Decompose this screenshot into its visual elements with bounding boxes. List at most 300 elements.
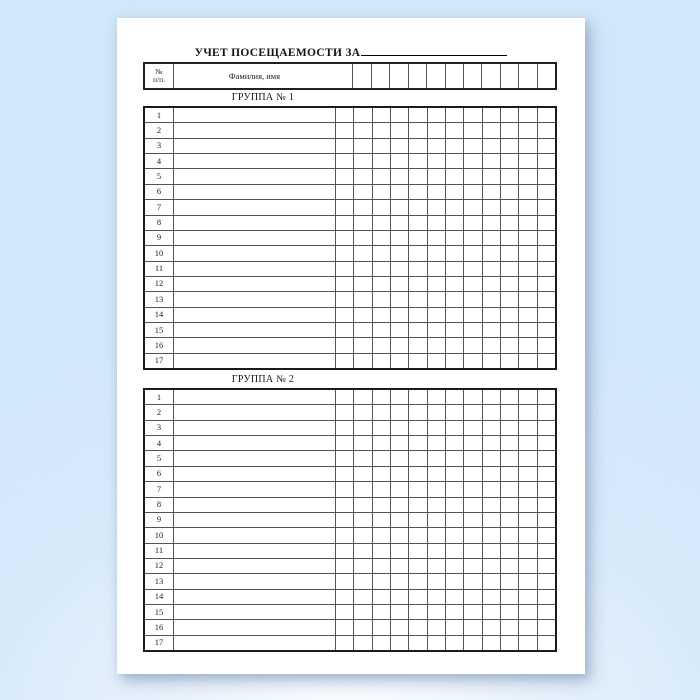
attendance-cell (463, 574, 481, 588)
attendance-cell (353, 169, 371, 183)
attendance-cell (335, 216, 353, 230)
attendance-cell (463, 216, 481, 230)
attendance-cell (335, 498, 353, 512)
attendance-cell (408, 354, 426, 368)
attendance-cell (427, 154, 445, 168)
attendance-cell (537, 323, 555, 337)
attendance-cell (353, 421, 371, 435)
attendance-cell (482, 590, 500, 604)
attendance-cell (372, 262, 390, 276)
attendance-cell (537, 123, 555, 137)
attendance-cell (500, 262, 518, 276)
attendance-cell (518, 451, 536, 465)
name-cell (173, 590, 335, 604)
attendance-cell (463, 123, 481, 137)
attendance-cell (335, 620, 353, 634)
attendance-cell (335, 544, 353, 558)
row-number-cell: 6 (156, 186, 162, 197)
attendance-cell (335, 354, 353, 368)
attendance-cell (427, 323, 445, 337)
attendance-cell (372, 574, 390, 588)
attendance-cell (482, 292, 500, 306)
attendance-cell (390, 590, 408, 604)
attendance-cell (353, 185, 371, 199)
attendance-cell (482, 451, 500, 465)
attendance-cell (390, 405, 408, 419)
attendance-cell (408, 277, 426, 291)
name-cell (173, 323, 335, 337)
attendance-cell (518, 200, 536, 214)
attendance-cell (482, 354, 500, 368)
table-row (145, 420, 555, 435)
attendance-cell (335, 185, 353, 199)
name-cell (173, 636, 335, 650)
attendance-cell (372, 405, 390, 419)
attendance-cell (463, 436, 481, 450)
title-blank-underline (361, 45, 507, 56)
attendance-cell (390, 544, 408, 558)
attendance-cell (500, 216, 518, 230)
attendance-cell (390, 338, 408, 352)
attendance-cell (537, 262, 555, 276)
attendance-cell (335, 108, 353, 122)
group-1-table (143, 106, 557, 370)
attendance-cell (445, 636, 463, 650)
row-number-cell: 13 (154, 575, 164, 586)
attendance-cell (518, 308, 536, 322)
table-row (145, 337, 555, 352)
row-number-cell: 13 (154, 293, 164, 304)
attendance-cell (353, 405, 371, 419)
attendance-cell (445, 200, 463, 214)
attendance-cell (390, 574, 408, 588)
attendance-cell (500, 467, 518, 481)
attendance-cell (335, 436, 353, 450)
attendance-cell (518, 605, 536, 619)
row-number-cell: 10 (154, 529, 164, 540)
attendance-cell (335, 277, 353, 291)
attendance-cell (353, 123, 371, 137)
attendance-cell (482, 528, 500, 542)
attendance-cell (335, 482, 353, 496)
attendance-cell (408, 421, 426, 435)
attendance-cell (537, 436, 555, 450)
attendance-cell (500, 390, 518, 404)
name-cell (173, 277, 335, 291)
attendance-cell (445, 246, 463, 260)
table-row (145, 589, 555, 604)
row-number-cell: 4 (156, 437, 162, 448)
attendance-cell (445, 544, 463, 558)
attendance-cell (372, 528, 390, 542)
attendance-cell (372, 451, 390, 465)
row-number-cell: 16 (154, 621, 164, 632)
attendance-cell (353, 590, 371, 604)
attendance-cell (353, 246, 371, 260)
group-2-label: ГРУППА № 2 (231, 374, 295, 385)
group-1-label: ГРУППА № 1 (231, 92, 295, 103)
attendance-cell (372, 185, 390, 199)
attendance-cell (372, 108, 390, 122)
attendance-cell (390, 108, 408, 122)
table-row (145, 215, 555, 230)
attendance-cell (353, 354, 371, 368)
attendance-cell (537, 528, 555, 542)
row-number-cell: 12 (154, 560, 164, 571)
attendance-cell (537, 308, 555, 322)
attendance-sheet-paper (117, 18, 585, 674)
attendance-cell (482, 574, 500, 588)
attendance-cell (372, 139, 390, 153)
table-row (145, 543, 555, 558)
attendance-cell (335, 292, 353, 306)
row-number-cell: 7 (156, 201, 162, 212)
attendance-cell (518, 528, 536, 542)
attendance-cell (445, 277, 463, 291)
table-row (145, 261, 555, 276)
table-row (145, 573, 555, 588)
attendance-cell (390, 451, 408, 465)
attendance-cell (427, 308, 445, 322)
attendance-cell (518, 590, 536, 604)
name-cell (173, 498, 335, 512)
row-number-cell: 5 (156, 170, 162, 181)
attendance-cell (335, 421, 353, 435)
attendance-cell (408, 292, 426, 306)
attendance-cell (518, 620, 536, 634)
attendance-cell (463, 467, 481, 481)
attendance-cell (335, 262, 353, 276)
attendance-cell (335, 139, 353, 153)
attendance-cell (463, 323, 481, 337)
attendance-cell (463, 605, 481, 619)
attendance-cell (427, 139, 445, 153)
attendance-cell (463, 544, 481, 558)
attendance-cell (372, 436, 390, 450)
attendance-cell (353, 338, 371, 352)
row-number-cell: 9 (156, 514, 162, 525)
attendance-cell (518, 467, 536, 481)
name-cell (173, 108, 335, 122)
attendance-cell (353, 605, 371, 619)
attendance-cell (445, 590, 463, 604)
attendance-cell (500, 559, 518, 573)
attendance-cell (463, 482, 481, 496)
attendance-cell (427, 277, 445, 291)
attendance-cell (445, 482, 463, 496)
attendance-cell (353, 108, 371, 122)
attendance-cell (445, 308, 463, 322)
attendance-cell (390, 620, 408, 634)
row-number-cell: 5 (156, 452, 162, 463)
attendance-cell (335, 338, 353, 352)
attendance-cell (390, 467, 408, 481)
attendance-cell (372, 308, 390, 322)
attendance-cell (372, 544, 390, 558)
attendance-cell (463, 308, 481, 322)
table-row (145, 466, 555, 481)
table-row (145, 199, 555, 214)
attendance-cell (353, 513, 371, 527)
table-row (145, 322, 555, 337)
attendance-cell (427, 498, 445, 512)
attendance-cell (335, 636, 353, 650)
attendance-cell (335, 123, 353, 137)
date-cell (445, 64, 463, 88)
attendance-cell (500, 231, 518, 245)
table-row (145, 153, 555, 168)
attendance-cell (408, 338, 426, 352)
attendance-cell (372, 421, 390, 435)
row-number-cell: 11 (154, 545, 164, 556)
attendance-cell (353, 277, 371, 291)
attendance-cell (353, 154, 371, 168)
page-title-text: УЧЕТ ПОСЕЩАЕМОСТИ ЗА (194, 46, 361, 59)
attendance-cell (372, 636, 390, 650)
attendance-cell (427, 169, 445, 183)
attendance-cell (372, 467, 390, 481)
row-number-cell: 2 (156, 124, 162, 135)
attendance-cell (353, 620, 371, 634)
attendance-cell (353, 559, 371, 573)
attendance-cell (408, 246, 426, 260)
attendance-cell (335, 323, 353, 337)
date-cell (481, 64, 499, 88)
row-number-cell: 14 (154, 309, 164, 320)
date-cell (518, 64, 536, 88)
attendance-cell (482, 185, 500, 199)
attendance-cell (482, 123, 500, 137)
attendance-cell (500, 513, 518, 527)
attendance-cell (445, 323, 463, 337)
attendance-cell (427, 405, 445, 419)
attendance-cell (482, 636, 500, 650)
attendance-cell (353, 139, 371, 153)
attendance-cell (500, 200, 518, 214)
attendance-cell (408, 108, 426, 122)
header-name-column (173, 64, 335, 88)
row-number-cell: 4 (156, 155, 162, 166)
attendance-cell (500, 338, 518, 352)
attendance-cell (537, 169, 555, 183)
attendance-cell (445, 231, 463, 245)
attendance-cell (372, 200, 390, 214)
table-row (145, 307, 555, 322)
attendance-cell (537, 246, 555, 260)
name-cell (173, 139, 335, 153)
attendance-cell (537, 185, 555, 199)
attendance-cell (463, 559, 481, 573)
attendance-cell (518, 246, 536, 260)
attendance-cell (427, 292, 445, 306)
attendance-cell (445, 262, 463, 276)
attendance-cell (445, 390, 463, 404)
attendance-cell (427, 246, 445, 260)
attendance-cell (445, 559, 463, 573)
attendance-cell (463, 246, 481, 260)
name-cell (173, 528, 335, 542)
attendance-cell (427, 528, 445, 542)
attendance-cell (500, 308, 518, 322)
attendance-cell (500, 123, 518, 137)
attendance-cell (390, 323, 408, 337)
attendance-cell (445, 451, 463, 465)
attendance-cell (408, 513, 426, 527)
attendance-cell (372, 123, 390, 137)
table-row (145, 619, 555, 634)
attendance-cell (445, 123, 463, 137)
name-cell (173, 308, 335, 322)
row-number-cell: 17 (154, 637, 164, 648)
attendance-cell (335, 154, 353, 168)
attendance-cell (335, 246, 353, 260)
attendance-cell (390, 139, 408, 153)
attendance-cell (390, 154, 408, 168)
attendance-cell (463, 277, 481, 291)
row-number-cell: 16 (154, 339, 164, 350)
name-cell (173, 390, 335, 404)
name-cell (173, 559, 335, 573)
attendance-cell (463, 354, 481, 368)
attendance-cell (372, 277, 390, 291)
attendance-cell (445, 139, 463, 153)
attendance-cell (408, 390, 426, 404)
attendance-cell (335, 590, 353, 604)
table-row (145, 435, 555, 450)
attendance-cell (500, 574, 518, 588)
attendance-cell (445, 421, 463, 435)
attendance-cell (482, 262, 500, 276)
attendance-cell (427, 590, 445, 604)
attendance-cell (445, 467, 463, 481)
attendance-cell (408, 216, 426, 230)
name-cell (173, 421, 335, 435)
attendance-cell (518, 139, 536, 153)
attendance-cell (537, 467, 555, 481)
attendance-cell (482, 169, 500, 183)
attendance-cell (390, 354, 408, 368)
attendance-cell (537, 108, 555, 122)
attendance-cell (390, 169, 408, 183)
table-row (145, 291, 555, 306)
attendance-cell (408, 123, 426, 137)
table-row (145, 138, 555, 153)
attendance-cell (390, 292, 408, 306)
attendance-cell (427, 620, 445, 634)
attendance-cell (427, 231, 445, 245)
attendance-cell (445, 574, 463, 588)
attendance-cell (500, 590, 518, 604)
name-cell (173, 262, 335, 276)
attendance-cell (537, 216, 555, 230)
attendance-cell (518, 154, 536, 168)
attendance-cell (353, 216, 371, 230)
name-cell (173, 482, 335, 496)
attendance-cell (427, 451, 445, 465)
attendance-cell (537, 498, 555, 512)
name-cell (173, 405, 335, 419)
attendance-cell (500, 354, 518, 368)
row-number-cell: 1 (156, 109, 162, 120)
attendance-cell (463, 154, 481, 168)
attendance-cell (537, 544, 555, 558)
attendance-cell (500, 620, 518, 634)
attendance-cell (390, 231, 408, 245)
attendance-cell (353, 200, 371, 214)
attendance-cell (500, 528, 518, 542)
table-row (145, 122, 555, 137)
attendance-cell (372, 292, 390, 306)
attendance-cell (353, 436, 371, 450)
attendance-cell (390, 185, 408, 199)
name-cell (173, 216, 335, 230)
attendance-cell (335, 169, 353, 183)
name-cell (173, 185, 335, 199)
attendance-cell (335, 574, 353, 588)
attendance-cell (390, 421, 408, 435)
attendance-cell (482, 544, 500, 558)
attendance-cell (500, 605, 518, 619)
row-number-cell: 6 (156, 468, 162, 479)
attendance-cell (408, 467, 426, 481)
attendance-cell (408, 559, 426, 573)
attendance-cell (500, 323, 518, 337)
attendance-cell (372, 169, 390, 183)
attendance-cell (518, 185, 536, 199)
attendance-cell (482, 498, 500, 512)
name-cell (173, 154, 335, 168)
table-row (145, 108, 555, 122)
attendance-cell (518, 421, 536, 435)
table-row (145, 497, 555, 512)
attendance-cell (500, 451, 518, 465)
table-row (145, 604, 555, 619)
attendance-cell (427, 636, 445, 650)
attendance-cell (408, 200, 426, 214)
row-number-cell: 17 (154, 355, 164, 366)
attendance-cell (445, 185, 463, 199)
attendance-cell (463, 513, 481, 527)
attendance-cell (463, 421, 481, 435)
attendance-cell (537, 559, 555, 573)
attendance-cell (445, 405, 463, 419)
attendance-cell (408, 154, 426, 168)
date-cell (389, 64, 407, 88)
attendance-cell (463, 390, 481, 404)
attendance-cell (537, 390, 555, 404)
attendance-cell (408, 590, 426, 604)
attendance-cell (372, 513, 390, 527)
attendance-cell (390, 262, 408, 276)
attendance-cell (372, 354, 390, 368)
attendance-cell (335, 528, 353, 542)
attendance-cell (445, 292, 463, 306)
attendance-cell (482, 277, 500, 291)
date-cell (371, 64, 389, 88)
attendance-cell (537, 231, 555, 245)
attendance-cell (427, 262, 445, 276)
attendance-cell (427, 108, 445, 122)
attendance-cell (427, 123, 445, 137)
attendance-cell (372, 246, 390, 260)
attendance-cell (463, 231, 481, 245)
attendance-cell (390, 636, 408, 650)
name-cell (173, 467, 335, 481)
attendance-cell (390, 528, 408, 542)
attendance-cell (518, 574, 536, 588)
attendance-cell (408, 405, 426, 419)
row-number-cell: 1 (156, 391, 162, 402)
